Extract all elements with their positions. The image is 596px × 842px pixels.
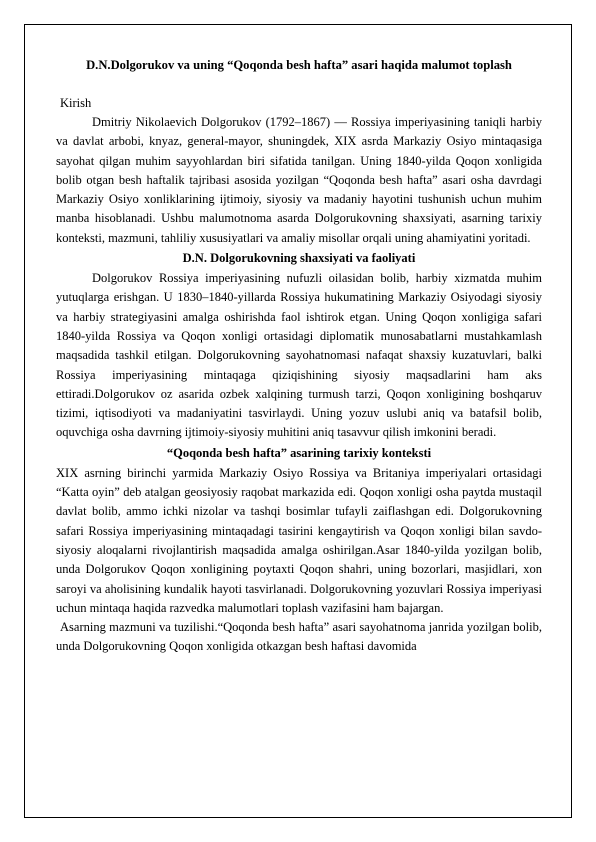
intro-paragraph: Dmitriy Nikolaevich Dolgorukov (1792–1867) — Rossiya imperiyasining taniqli harbiy va davlat arbobi, knyaz, general-mayor, shuningdek, XIX asrda Markaziy Osiyo mintaqasiga sayohat qilgan muhim sayyohlardan biri sifatida tanilgan. Uning 1840-yilda Qoqon xonligida bolib otgan besh haftalik tajribasi asosida yozilgan “Qoqonda besh hafta” asari osha davrdagi Markaziy Osiyo xonliklarining ijtimoiy, siyosiy va madaniy hayotini tushunish uchun muhim manba hisoblanadi. Ushbu malumotnoma asarda Dolgorukovning shaxsiyati, asarning tarixiy konteksti, mazmuni, tahliliy xususiyatlari va amaliy misollar orqali uning ahamiyatini yoritadi. bbox=[56, 115, 542, 245]
document-title: D.N.Dolgorukov va uning “Qoqonda besh hafta” asari haqida malumot toplash bbox=[86, 58, 512, 72]
intro-label: Kirish bbox=[60, 96, 92, 110]
section-heading-personality: D.N. Dolgorukovning shaxsiyati va faoliyati bbox=[182, 251, 416, 266]
personality-paragraph: Dolgorukov Rossiya imperiyasining nufuzli oilasidan bolib, harbiy xizmatda muhim yutuqlarga erishgan. U 1830–1840-yillarda Rossiya hukumatining Markaziy Osiyodagi siyosiy va harbiy strategiyasini amalga oshirishda faol ishtirok etgan. Uning Qoqon xonligiga safari 1840-yilda Rossiya va Qoqon xonligi ortasidagi diplomatik munosabatlarni mustahkamlash maqsadida tashkil etilgan. Dolgorukovning sayohatnomasi nafaqat shaxsiy kuzatuvlari, balki Rossiya imperiyasining mintaqaga qiziqishining siyosiy maqsadlarini ham aks ettiradi.Dolgorukov oz asarida ozbek xalqining turmush tarzi, Qoqon xonligining boshqaruv tizimi, iqtisodiyoti va madaniyatini tasvirlaydi. Uning yozuv uslubi aniq va batafsil bolib, oquvchiga osha davrning ijtimoiy-siyosiy muhitini aniq tasavvur qilish imkonini beradi. bbox=[56, 271, 542, 440]
content-structure-paragraph: Asarning mazmuni va tuzilishi.“Qoqonda besh hafta” asari sayohatnoma janrida yozilgan bolib, unda Dolgorukovning Qoqon xonligida otkazgan besh haftasi davomida bbox=[56, 620, 542, 654]
section-heading-context: “Qoqonda besh hafta” asarining tarixiy konteksti bbox=[166, 445, 432, 460]
document-body bbox=[56, 56, 542, 657]
context-paragraph: XIX asrning birinchi yarmida Markaziy Osiyo Rossiya va Britaniya imperiyalari ortasidagi “Katta oyin” deb atalgan geosiyosiy raqobat markazida edi. Qoqon xonligi osha paytda mustaqil davlat bolib, ammo ichki nizolar va tashqi bosimlar tufayli zaiflashgan edi. Dolgorukovning safari Rossiya imperiyasining mintaqadagi tasirini kengaytirish va Qoqon xonligi bilan savdo-siyosiy aloqalarni rivojlantirish maqsadida amalga oshirilgan.Asar 1840-yilda yozilgan bolib, unda Dolgorukov Qoqon xonligining poytaxti Qoqon shahri, uning bozorlari, masjidlari, xon saroyi va aholisining kundalik hayoti tasvirlanadi. Dolgorukovning yozuvlari Rossiya imperiyasi uchun mintaqa haqida razvedka malumotlari toplash vazifasini ham bajargan. bbox=[56, 465, 542, 615]
